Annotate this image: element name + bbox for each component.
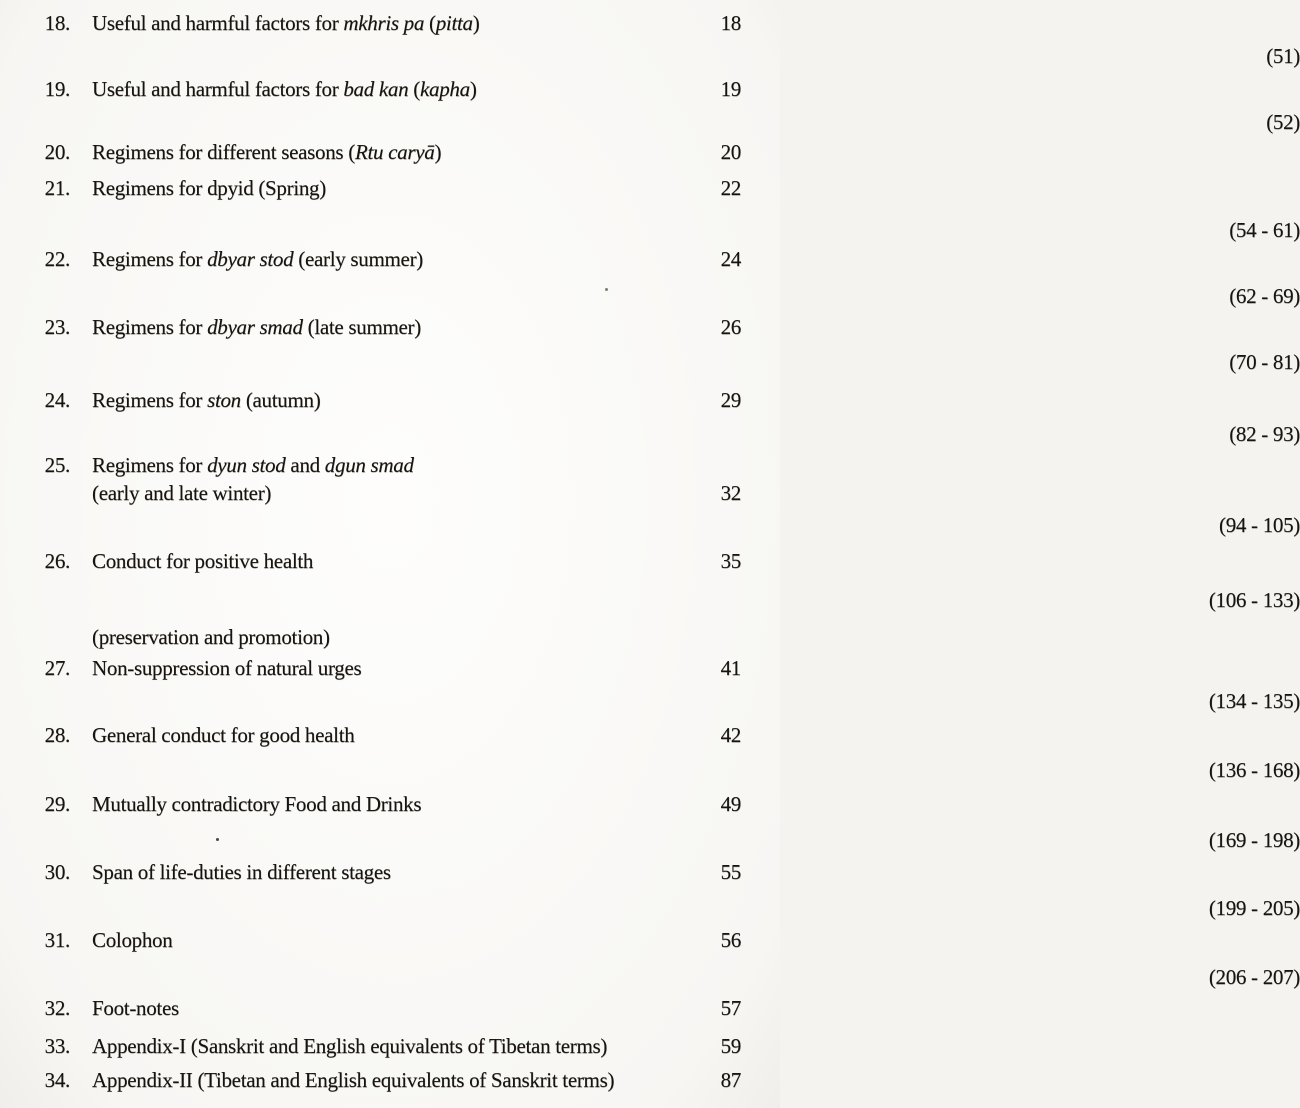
verse-range-text: (106 - 133): [1208, 588, 1300, 612]
toc-entry-31: [0, 926, 780, 954]
toc-verse-range: [555, 348, 1300, 376]
page-number: 41: [720, 656, 741, 680]
verse-range-text: (70 - 81): [1229, 350, 1300, 374]
entry-title: [92, 858, 391, 886]
entry-title: [92, 75, 477, 103]
verse-range-text: (206 - 207): [1208, 965, 1300, 989]
toc-entry-22: [0, 245, 780, 273]
toc-entry-18: [0, 9, 780, 37]
entry-title-segment: (early and late winter): [92, 481, 272, 505]
verse-range-text: (54 - 61): [1229, 218, 1300, 242]
page-number: 24: [720, 247, 741, 271]
entry-number: 29.: [44, 792, 70, 816]
entry-title: [92, 790, 421, 818]
entry-title: [92, 721, 354, 749]
page-number: 57: [720, 996, 741, 1020]
toc-verse-range: [555, 963, 1300, 991]
entry-title-segment: (autumn): [240, 388, 321, 412]
entry-title-italic-segment: Rtu caryā: [354, 140, 435, 164]
entry-number: 26.: [44, 549, 70, 573]
entry-title-italic-segment: ston: [207, 388, 241, 412]
page-number: 55: [720, 860, 741, 884]
entry-title: [92, 451, 414, 479]
entry-title-segment: ): [434, 140, 442, 164]
toc-entry-continuation: [0, 479, 780, 507]
entry-title-segment: ): [472, 11, 480, 35]
entry-title-segment: Regimens for different seasons (: [92, 140, 355, 164]
verse-range-text: (94 - 105): [1219, 513, 1300, 537]
entry-title: [92, 174, 326, 202]
entry-title: [92, 9, 479, 37]
entry-number: 21.: [44, 176, 70, 200]
page-number: 26: [720, 315, 741, 339]
toc-entry-19: [0, 75, 780, 103]
toc-verse-range: [555, 894, 1300, 922]
entry-number: 31.: [44, 928, 70, 952]
verse-range-text: (52): [1266, 110, 1300, 134]
entry-title-segment: Appendix-I (Sanskrit and English equivalents of Tibetan terms): [92, 1034, 608, 1058]
toc-entry-25: [0, 451, 780, 479]
verse-range-text: (169 - 198): [1208, 828, 1300, 852]
entry-title: [92, 1066, 614, 1094]
toc-entry-34: [0, 1066, 780, 1094]
toc-verse-range: [555, 108, 1300, 136]
toc-entry-33: [0, 1032, 780, 1060]
entry-title-segment: (: [408, 77, 420, 101]
entry-title-segment: (early summer): [293, 247, 423, 271]
toc-entry-26: [0, 547, 780, 575]
entry-number: 20.: [44, 140, 70, 164]
entry-title: [92, 386, 320, 414]
toc-verse-range: [555, 282, 1300, 310]
entry-number: 19.: [44, 77, 70, 101]
verse-range-text: (136 - 168): [1208, 758, 1300, 782]
toc-verse-range: [555, 216, 1300, 244]
toc-entry-20: [0, 138, 780, 166]
entry-title-segment: Non-suppression of natural urges: [92, 656, 362, 680]
entry-title-italic-segment: kapha: [420, 77, 470, 101]
entry-number: 25.: [44, 453, 70, 477]
toc-entry-23: [0, 313, 780, 341]
entry-number: 33.: [44, 1034, 70, 1058]
entry-title-segment: Regimens for: [92, 315, 208, 339]
toc-verse-range: [555, 511, 1300, 539]
verse-range-text: (62 - 69): [1229, 284, 1300, 308]
toc-verse-range: [555, 687, 1300, 715]
entry-number: 30.: [44, 860, 70, 884]
toc-entry-27: [0, 654, 780, 682]
entry-title: [92, 547, 313, 575]
entry-title-segment: and: [285, 453, 325, 477]
entry-title-segment: Useful and harmful factors for: [92, 77, 344, 101]
entry-number: 24.: [44, 388, 70, 412]
toc-entry-29: [0, 790, 780, 818]
page-number: 20: [720, 140, 741, 164]
page-number: 87: [720, 1068, 741, 1092]
entry-number: 34.: [44, 1068, 70, 1092]
entry-number: 32.: [44, 996, 70, 1020]
entry-title: [92, 623, 330, 651]
toc-entry-24: [0, 386, 780, 414]
entry-title: [92, 994, 179, 1022]
entry-title: [92, 245, 423, 273]
toc-verse-range: [555, 42, 1300, 70]
entry-title: [92, 654, 361, 682]
page-number: 56: [720, 928, 741, 952]
entry-number: 28.: [44, 723, 70, 747]
verse-range-text: (199 - 205): [1208, 896, 1300, 920]
entry-title-italic-segment: bad kan: [343, 77, 409, 101]
toc-entry-28: [0, 721, 780, 749]
page-number: 59: [720, 1034, 741, 1058]
toc-verse-range: [555, 826, 1300, 854]
toc-entry-21: [0, 174, 780, 202]
page-number: 22: [720, 176, 741, 200]
entry-title: [92, 313, 421, 341]
entry-title-segment: Appendix-II (Tibetan and English equivalents of Sanskrit terms): [92, 1068, 615, 1092]
toc-verse-range: [555, 420, 1300, 448]
entry-title-segment: (: [424, 11, 436, 35]
entry-title-segment: General conduct for good health: [92, 723, 355, 747]
entry-title-segment: Mutually contradictory Food and Drinks: [92, 792, 422, 816]
entry-number: 27.: [44, 656, 70, 680]
page-number: 29: [720, 388, 741, 412]
entry-title-segment: Span of life-duties in different stages: [92, 860, 391, 884]
entry-title-segment: Regimens for: [92, 247, 208, 271]
toc-verse-range: [555, 586, 1300, 614]
entry-title-italic-segment: dgun smad: [324, 453, 414, 477]
entry-title: [92, 138, 441, 166]
page-number: 19: [720, 77, 741, 101]
entry-title-italic-segment: dyun stod: [207, 453, 286, 477]
entry-title-segment: (late summer): [302, 315, 421, 339]
page-number: 35: [720, 549, 741, 573]
toc-verse-range: [555, 756, 1300, 784]
page-number: 42: [720, 723, 741, 747]
toc-entry-32: [0, 994, 780, 1022]
entry-title-italic-segment: dbyar stod: [207, 247, 294, 271]
page-number: 18: [720, 11, 741, 35]
entry-title-segment: Foot-notes: [92, 996, 179, 1020]
entry-title: [92, 479, 271, 507]
entry-title-segment: ): [469, 77, 477, 101]
entry-title-segment: Colophon: [92, 928, 173, 952]
scan-speck: [216, 838, 219, 841]
entry-title-italic-segment: mkhris pa: [343, 11, 425, 35]
entry-title: [92, 926, 172, 954]
entry-title-segment: Regimens for: [92, 453, 208, 477]
entry-title-segment: Conduct for positive health: [92, 549, 314, 573]
verse-range-text: (82 - 93): [1229, 422, 1300, 446]
verse-range-text: (51): [1266, 44, 1300, 68]
page-number: 49: [720, 792, 741, 816]
entry-title-segment: Useful and harmful factors for: [92, 11, 344, 35]
entry-title-segment: (preservation and promotion): [92, 625, 330, 649]
toc-entry-continuation: [0, 623, 780, 651]
entry-title-segment: Regimens for: [92, 388, 208, 412]
toc-entry-30: [0, 858, 780, 886]
entry-number: 23.: [44, 315, 70, 339]
entry-title: [92, 1032, 607, 1060]
entry-number: 22.: [44, 247, 70, 271]
entry-number: 18.: [44, 11, 70, 35]
page-number: 32: [720, 481, 741, 505]
entry-title-italic-segment: dbyar smad: [207, 315, 303, 339]
verse-range-text: (134 - 135): [1208, 689, 1300, 713]
entry-title-italic-segment: pitta: [435, 11, 473, 35]
entry-title-segment: Regimens for dpyid (Spring): [92, 176, 326, 200]
